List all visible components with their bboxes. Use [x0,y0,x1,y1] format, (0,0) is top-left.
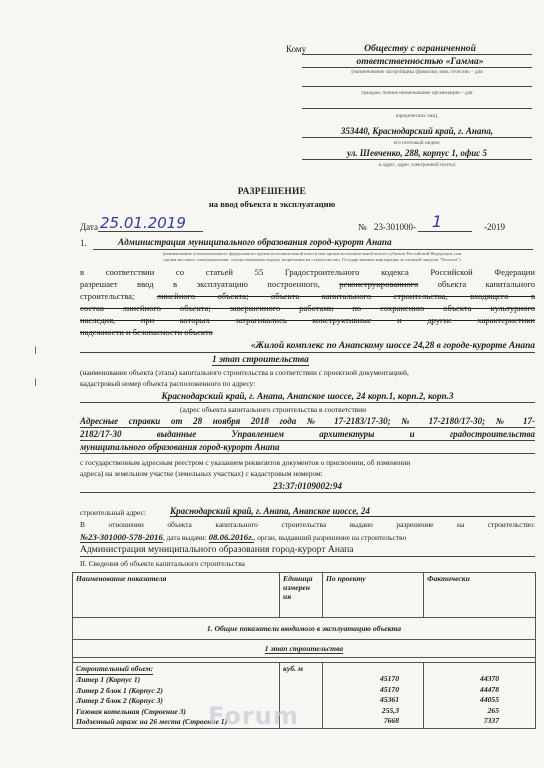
paragraph-line-1: в соответствии со статьей 55 Градостроительного кодекса Российской Федерации [80,267,535,277]
recipient-name-line2: ответственностью «Гамма» [356,56,484,67]
authority-caption-2: органа местного самоуправления, осуществляющих выдачу разрешения на строительство, Государственная корпорация по атомной энергии "Росатом") [163,257,461,262]
recipient-caption-4: его почтовый индекс [393,140,441,146]
table-row-name: Литер 2 блок 1 (Корпус 2) [76,685,163,695]
table-row-project: 45361 [380,695,399,705]
table-header-row [73,573,536,618]
forum-watermark: Forum [208,702,299,730]
number-prefix: 23-301000- [374,222,416,232]
table-row-project: 255,3 [381,705,399,715]
table-row-actual: 44055 [480,695,499,705]
cadastral-number: 23:37:0109002:94 [273,481,342,491]
permit-line-2: №23-301000-578-2016, дата выдачи: 08.06.2016г., орган, выдавший разрешение на строительство [80,532,407,542]
table-row-actual: 7337 [483,716,499,726]
paragraph-line-4: состав линейного объекта; завершенного работами по сохранению объекта культурного [80,303,535,313]
address-caption: (адрес объекта капитального строительства в соответствии [180,405,367,414]
object-address: Краснодарский край, г. Анапа, Анапское шоссе, 24 корп.1, корп.2, корп.3 [161,391,454,401]
build-address-label: строительный адрес: [80,508,146,517]
permit-authority: Администрация муниципального образования город-курорт Анапа [80,544,354,555]
address-refs-line-2: 2182/17-30 выданные Управлением архитектуры и градостроительства [80,429,535,439]
recipient-address: 353440, Краснодарский край, г. Анапа, [340,126,494,136]
document-subtitle: на ввод объекта в эксплуатацию [208,199,336,209]
header-name: Наименование показателя [73,573,280,618]
header-actual: Фактически [424,573,536,618]
object-name: «Жилой комплекс по Анапскому шоссе 24,28 в городе-курорте Анапа [250,341,535,351]
object-caption-2: кадастровый номер объекта расположенного по адресу: [80,379,256,388]
registry-line-1: с государственным адресным реестром с указанием реквизитов документов о присвоении, об изменении [80,458,411,467]
number-label: № [358,222,367,232]
header-unit: Единица измерен ия [280,573,323,618]
table-row-name: Литер 1 (Корпус 1) [76,675,141,685]
table-row-project: 45170 [380,674,399,684]
paragraph-line-5: наследия, при которых затрагивались конструктивные и другие характеристики [80,315,535,325]
date-value: 25.01.2019 [100,214,186,232]
recipient-caption-2: граждан, полное наименование организации – для [361,90,473,96]
authority-name: Администрация муниципального образования город-курорт Анапа [118,237,392,247]
paragraph-line-6: надежности и безопасности объекта [80,327,213,337]
address-refs-line-3: муниципального образования город-курорт Анапа [80,442,280,452]
stage-label: 1 этап строительства [212,355,309,365]
build-address: Краснодарский край, г. Анапа, Анапское шоссе, 24 [170,506,535,517]
table-row-actual: 44370 [480,674,499,684]
to-label: Кому [286,44,307,54]
object-caption-1: (наименование объекта (этапа) капитального строительства в соответствии с проектной документацией, [80,368,409,377]
recipient-name-line1: Обществу с ограниченной [364,43,476,54]
volume-row [73,663,536,729]
number-suffix: -2019 [484,222,505,232]
paragraph-line-3: строительства; линейного объекта; объекта капитального строительства, входящего в [80,291,535,301]
number-handwritten: 1 [432,212,443,231]
registry-line-2: адреса) на земельном участке (земельных участках) с кадастровым номером: [80,469,323,478]
margin-mark: ⵏ [34,346,37,357]
date-label: Дата [80,222,98,232]
margin-mark: ⵏ [34,378,37,389]
volume-label: Строительный объем: [76,664,153,675]
table-row-actual: 44478 [480,684,499,694]
recipient-caption-1: (наименование застройщика (фамилия, имя, отчество – для [351,69,483,75]
recipient-street: ул. Шевченко, 288, корпус 1, офис 5 [346,148,488,158]
authority-caption-1: (наименование уполномоченного федерального органа исполнительной власти или органа исполнительной власти субъекта Российской Федерации, или [162,251,462,256]
table-row-name: Подземный гараж на 26 места (Строение 1) [76,717,228,727]
address-refs-line-1: Адресные справки от 28 ноября 2018 года № 17-2183/17-30; № 17-2180/17-30; № 17- [80,416,535,426]
table-row-name: Литер 2 блок 2 (Корпус 3) [76,696,163,706]
row-project-values [326,674,399,726]
table-row-project: 7668 [383,716,399,726]
document-title: РАЗРЕШЕНИЕ [237,187,307,197]
recipient-caption-3: юридических лиц), [395,113,439,119]
table-row-project: 45170 [380,684,399,694]
stage-heading: 1 этап строительства [264,644,344,653]
group-row [73,618,536,640]
permit-line-1: В отношении объекта капитального строительства выдано разрешение на строительство: [80,520,535,529]
table-row-actual: 265 [487,705,499,715]
group-heading: 1. Общие показатели вводимого в эксплуатацию объекта [73,618,536,640]
paragraph-line-2: разрешает ввод в эксплуатацию построенного, реконструированного объекта капитального [80,279,535,289]
section2-heading: II. Сведения об объекте капитального строительства [80,559,245,568]
recipient-caption-5: и адрес, адрес электронной почты) [378,162,456,168]
section1-number: 1. [80,238,87,248]
indicators-table [72,572,536,729]
volume-unit: куб. м [280,663,323,729]
table-row-name: Газовая котельная (Строение 3) [76,706,186,716]
row-actual-values [427,674,499,726]
header-project: По проекту [323,573,424,618]
stage-row [73,640,536,658]
